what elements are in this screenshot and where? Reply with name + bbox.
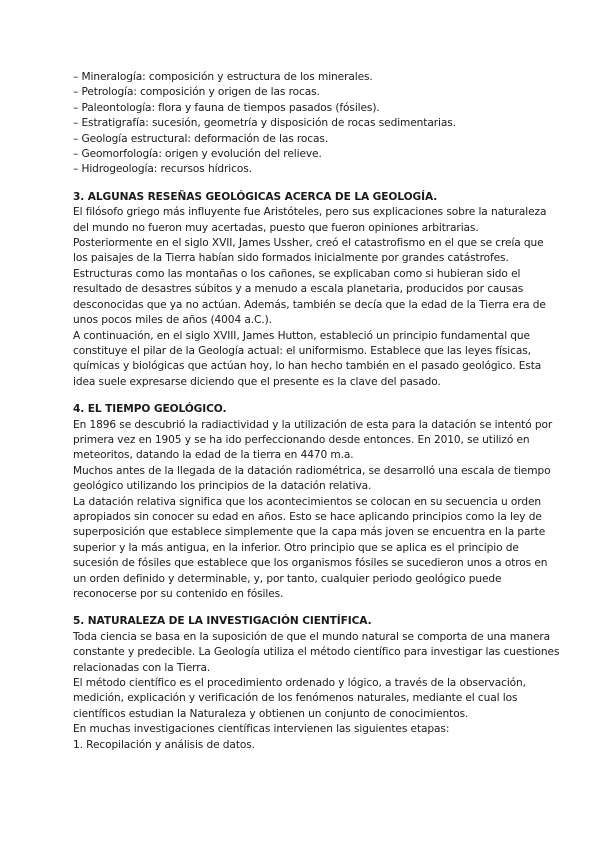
paragraph-line: los paisajes de la Tierra habían sido formados inicialmente por grandes catástrofes.: [73, 252, 509, 265]
list-item: – Estratigrafía: sucesión, geometría y disposición de rocas sedimentarias.: [73, 117, 456, 130]
paragraph-line: constante y predecible. La Geología utiliza el método científico para investigar las cuestiones: [73, 646, 560, 659]
paragraph-line: sucesión de fósiles que establece que los organismos fósiles se sucedieron unos a otros en: [73, 557, 548, 570]
paragraph-line: medición, explicación y verificación de los fenómenos naturales, mediante el cual los: [73, 692, 518, 705]
paragraph-line: 1. Recopilación y análisis de datos.: [73, 738, 255, 751]
document-page: [73, 70, 560, 753]
section-geological-time: [73, 402, 553, 602]
paragraph-line: Toda ciencia se basa en la suposición de que el mundo natural se comporta de una manera: [73, 630, 551, 643]
paragraph-line: científicos estudian la Naturaleza y obtienen un conjunto de conocimientos.: [73, 707, 469, 720]
paragraph-line: unos pocos miles de años (4004 a.C.).: [73, 314, 272, 327]
section-heading: 3. ALGUNAS RESEÑAS GEOLÓGICAS ACERCA DE LA GEOLOGÍA.: [73, 190, 438, 203]
list-item: – Petrología: composición y origen de las rocas.: [73, 86, 320, 99]
paragraph-line: resultado de desastres súbitos y a menudo a escala planetaria, producidos por causas: [73, 283, 524, 296]
section-heading: 5. NATURALEZA DE LA INVESTIGACIÓN CIENTÍFICA.: [73, 615, 372, 628]
paragraph-line: En muchas investigaciones científicas intervienen las siguientes etapas:: [73, 723, 450, 736]
paragraph-line: superposición que establece simplemente que la capa más joven se encuentra en la parte: [73, 526, 546, 539]
list-item: – Paleontología: flora y fauna de tiempos pasados (fósiles).: [73, 101, 380, 114]
paragraph-line: un orden definido y determinable, y, por tanto, cualquier periodo geológico puede: [73, 572, 502, 585]
section-scientific-research: [73, 614, 560, 753]
paragraph-line: En 1896 se descubrió la radiactividad y la utilización de esta para la datación se intentó por: [73, 418, 553, 431]
paragraph-line: primera vez en 1905 y se ha ido perfeccionando desde entonces. En 2010, se utilizó en: [73, 433, 530, 446]
paragraph-line: geológico utilizando los principios de la datación relativa.: [73, 480, 372, 493]
paragraph-line: reconocerse por su contenido en fósiles.: [73, 588, 284, 600]
list-item: – Geomorfología: origen y evolución del relieve.: [73, 148, 322, 161]
paragraph-line: Posteriormente en el siglo XVII, James Ussher, creó el catastrofismo en el que se creía que: [73, 237, 544, 250]
list-item: – Geología estructural: deformación de las rocas.: [73, 132, 329, 145]
paragraph-line: La datación relativa significa que los acontecimientos se colocan en su secuencia u orden: [73, 495, 542, 508]
list-item: – Mineralogía: composición y estructura de los minerales.: [73, 71, 373, 83]
paragraph-line: El filósofo griego más influyente fue Aristóteles, pero sus explicaciones sobre la naturaleza: [73, 206, 547, 219]
paragraph-line: Muchos antes de la llegada de la datación radiométrica, se desarrolló una escala de tiempo: [73, 464, 551, 477]
paragraph-line: El método científico es el procedimiento ordenado y lógico, a través de la observación,: [73, 677, 526, 690]
list-item: – Hidrogeología: recursos hídricos.: [73, 163, 252, 176]
paragraph-line: químicas y biológicas que actúan hoy, lo han hecho también en el pasado geológico. Esta: [73, 360, 542, 373]
paragraph-line: del mundo no fueron muy acertadas, puesto que fueron opiniones arbitrarias.: [73, 221, 479, 234]
section-heading: 4. EL TIEMPO GEOLÓGICO.: [73, 403, 227, 416]
paragraph-line: A continuación, en el siglo XVIII, James Hutton, estableció un principio fundamental que: [73, 329, 530, 342]
paragraph-line: superior y la más antigua, en la inferior. Otro principio que se aplica es el principio de: [73, 541, 519, 554]
section-geological-reviews: [73, 190, 547, 390]
paragraph-line: Estructuras como las montañas o los cañones, se explicaban como si hubieran sido el: [73, 267, 521, 280]
geology-branches-list: [73, 70, 528, 178]
paragraph-line: idea suele expresarse diciendo que el presente es la clave del pasado.: [73, 375, 441, 388]
paragraph-line: desconocidas que ya no actúan. Además, también se decía que la edad de la Tierra era de: [73, 298, 546, 311]
paragraph-line: constituye el pilar de la Geología actual: el uniformismo. Establece que las leyes físicas,: [73, 344, 531, 357]
paragraph-line: meteoritos, datando la edad de la tierra en 4470 m.a.: [73, 449, 354, 462]
paragraph-line: relacionadas con la Tierra.: [73, 661, 211, 674]
paragraph-line: apropiados sin conocer su edad en años. Esto se hace aplicando principios como la ley de: [73, 510, 542, 523]
